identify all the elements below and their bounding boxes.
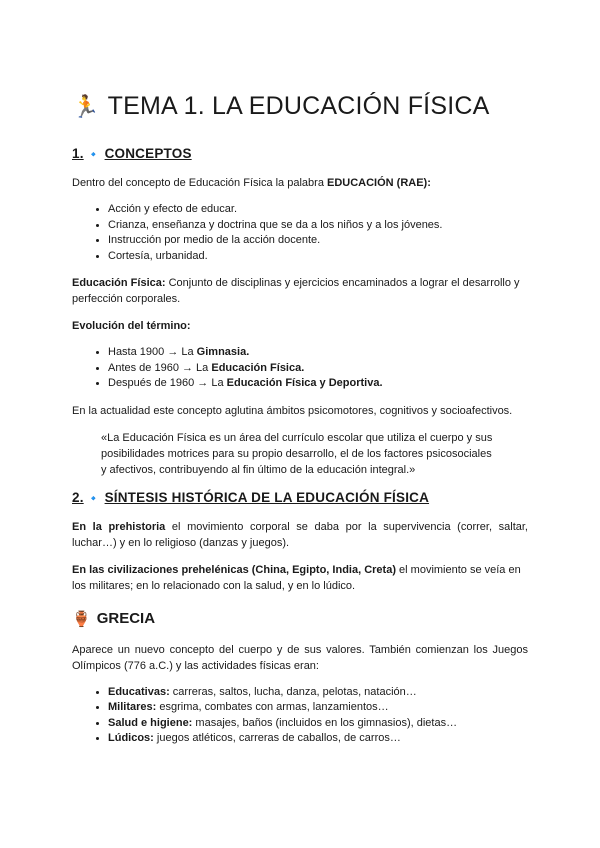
rae-intro: Dentro del concepto de Educación Física la palabra EDUCACIÓN (RAE): [72,177,431,189]
list-item: • Salud e higiene: masajes, baños (incluidos en los gimnasios), dietas… [108,716,528,732]
list-item: • Crianza, enseñanza y doctrina que se da a los niños y a los jóvenes. [108,218,528,234]
greece-heading: 🏺 GRECIA [72,610,156,628]
title-text: TEMA 1. LA EDUCACIÓN FÍSICA [107,92,490,120]
evolution-list [72,345,528,392]
list-item: • Hasta 1900 → La Gimnasia. [108,345,528,361]
list-item: • Antes de 1960 → La Educación Física. [108,361,528,377]
list-item: • Militares: esgrima, combates con armas, lanzamientos… [108,700,528,716]
list-item: • Educativas: carreras, saltos, lucha, danza, pelotas, natación… [108,685,528,701]
current-paragraph: En la actualidad este concepto aglutina ámbitos psicomotores, cognitivos y socioafectivos. [72,404,513,417]
rae-list [72,202,528,264]
evolution-heading: Evolución del término: [72,320,191,332]
list-item: • Después de 1960 → La Educación Física y Deportiva. [108,376,528,392]
amphora-icon: 🏺 [72,610,91,628]
runner-icon: 🏃 [72,93,100,119]
list-item: • Acción y efecto de educar. [108,202,528,218]
definition-paragraph: Educación Física: Conjunto de disciplinas y ejercicios encaminados a lograr el desarrollo y perfección corporales. [72,277,520,305]
blue-diamond-icon: 🔹 [86,492,101,505]
definition-quote: «La Educación Física es un área del currículo escolar que utiliza el cuerpo y sus posibilidades motrices para su propio desarrollo, el de los factores psicosociales y afectivos, contribuyendo al fin último de la educación integral.» [101,431,493,476]
list-item: • Instrucción por medio de la acción docente. [108,233,528,249]
greece-activities-list [72,685,528,747]
section-heading-conceptos: 1. 🔹 CONCEPTOS [72,146,192,161]
greece-intro: Aparece un nuevo concepto del cuerpo y de sus valores. También comienzan los Juegos Olímpicos (776 a.C.) y las actividades físicas eran: [72,643,528,672]
list-item: • Lúdicos: juegos atléticos, carreras de caballos, de carros… [108,731,528,747]
section-heading-sintesis: 2. 🔹 SÍNTESIS HISTÓRICA DE LA EDUCACIÓN FÍSICA [72,489,430,505]
list-item: • Cortesía, urbanidad. [108,249,528,265]
civilizations-paragraph: En las civilizaciones prehelénicas (China, Egipto, India, Creta) el movimiento se veía en los militares; en lo relacionado con la salud, y en lo lúdico. [72,563,521,592]
prehistory-paragraph: En la prehistoria el movimiento corporal se daba por la supervivencia (correr, saltar, luchar…) y en lo religioso (danzas y juegos). [72,520,528,549]
blue-diamond-icon: 🔹 [86,149,101,161]
page-title [72,92,528,121]
